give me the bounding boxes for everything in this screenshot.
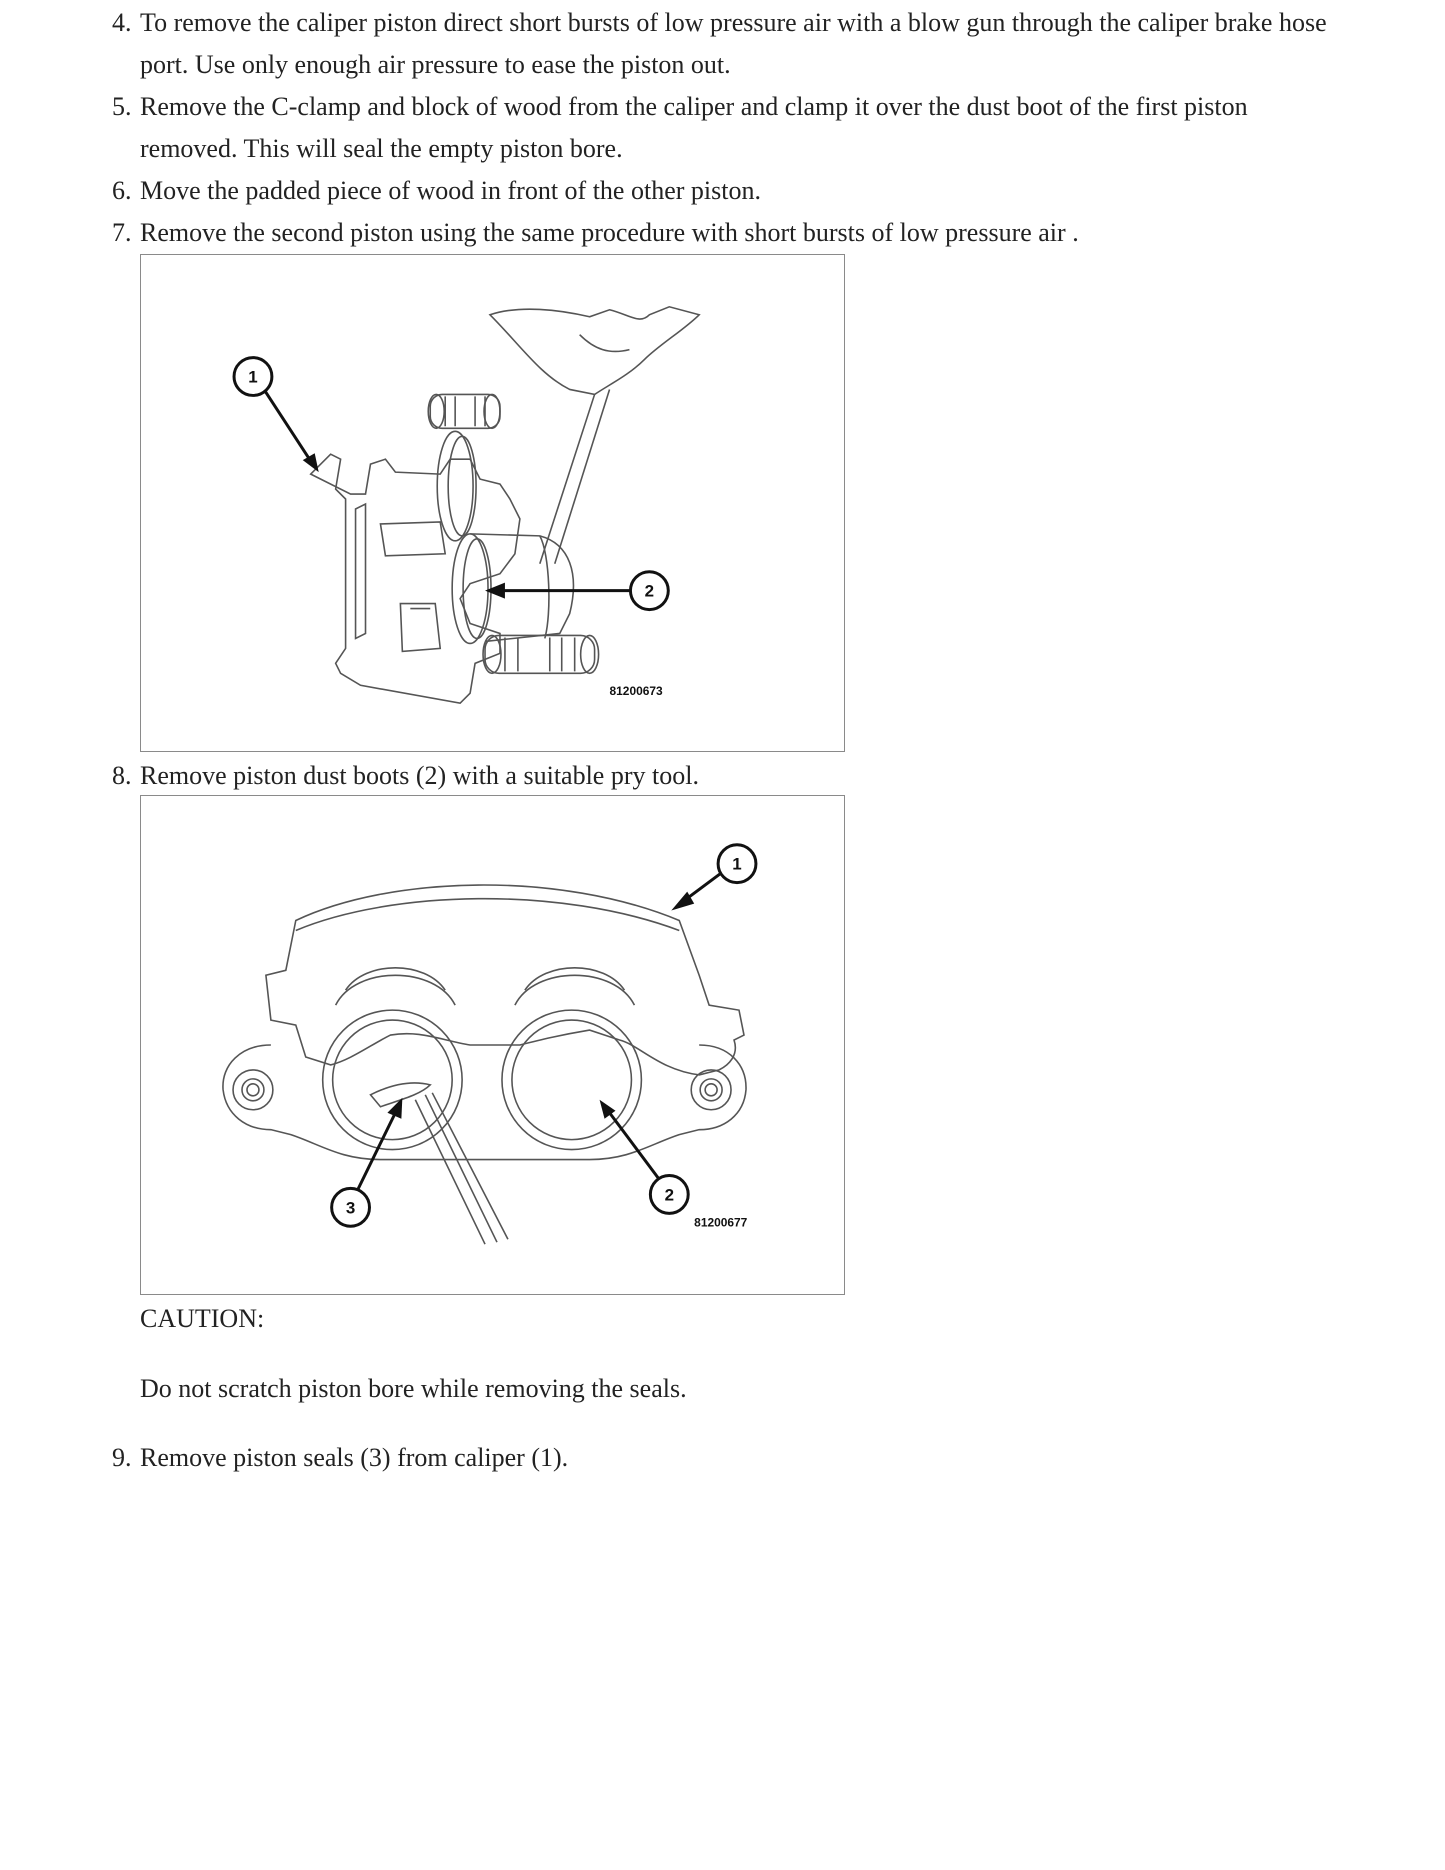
callout-label: 3 [345,1198,356,1218]
callout-label: 1 [248,367,258,387]
step-number: 9. [112,1443,132,1472]
step-text: Remove piston seals (3) from caliper (1). [140,1443,569,1472]
callout-2 [630,572,668,610]
callout-2 [650,1175,688,1213]
figure-caliper-bores [140,795,845,1295]
step-number: 8. [112,761,132,790]
step-6 [112,170,1342,212]
step-9 [112,1437,1342,1479]
step-text: Remove the second piston using the same procedure with short bursts of low pressure air . [140,218,1079,247]
caliper-bores-illustration [141,796,844,1294]
step-8 [112,755,1342,797]
step-text: Remove the C-clamp and block of wood from the caliper and clamp it over the dust boot of the first piston removed. This will seal the empty piston bore. [140,92,1248,163]
callout-3 [332,1188,370,1226]
figure-id: 81200677 [694,1215,748,1230]
caution-heading: CAUTION: [140,1304,265,1333]
callout-label: 2 [664,1185,675,1205]
step-4 [112,2,1342,86]
step-text: Remove piston dust boots (2) with a suitable pry tool. [140,761,699,790]
step-text: To remove the caliper piston direct short bursts of low pressure air with a blow gun through the caliper brake hose port. Use only enough air pressure to ease the piston out. [140,8,1327,79]
callout-label: 1 [732,854,742,874]
figure-id: 81200673 [609,684,663,699]
step-number: 7. [112,218,132,247]
step-7 [112,212,1342,254]
caution-text: Do not scratch piston bore while removing the seals. [140,1374,687,1403]
caliper-piston-illustration [141,255,844,751]
callout-label: 2 [644,581,655,601]
callout-1 [234,358,272,396]
step-number: 5. [112,92,132,121]
figure-caliper-piston [140,254,845,752]
step-5 [112,86,1342,170]
step-number: 6. [112,176,132,205]
callout-1 [718,845,756,883]
step-text: Move the padded piece of wood in front of the other piston. [140,176,761,205]
step-number: 4. [112,8,132,37]
